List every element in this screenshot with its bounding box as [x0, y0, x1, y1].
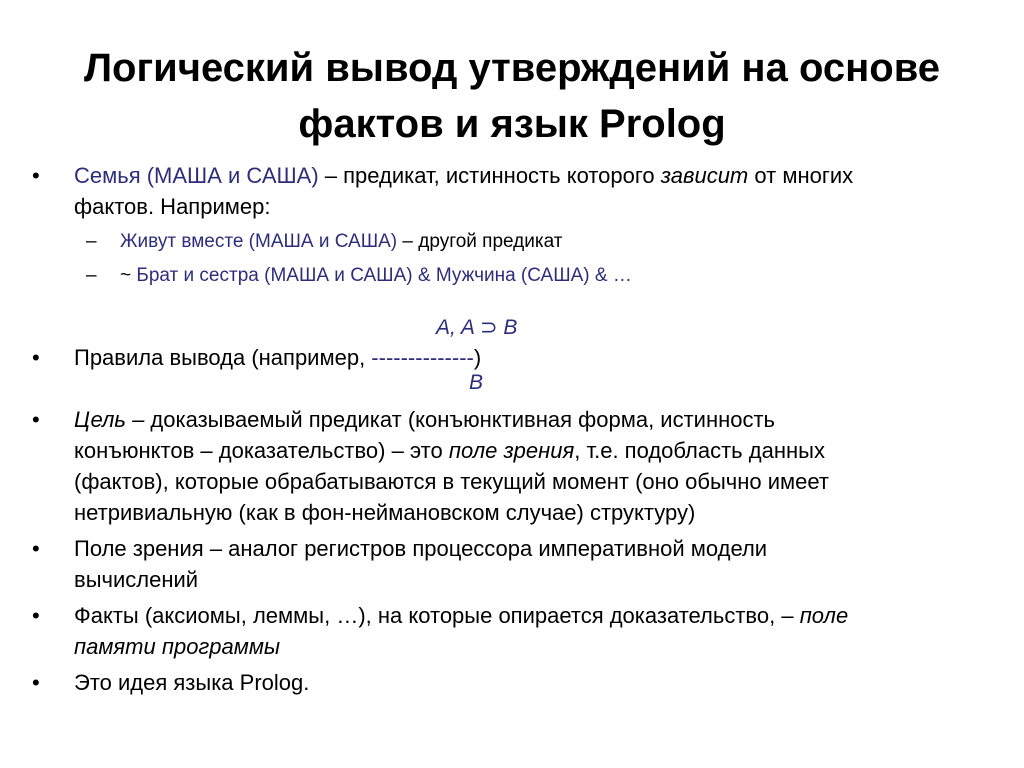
- item-1-line-1: [74, 160, 994, 191]
- field-of-view-term: поле зрения: [448, 438, 575, 463]
- live-together-predicate: Живут вместе (МАША и САША): [120, 231, 398, 252]
- item-2-close: ): [473, 345, 482, 370]
- item-3-line-3: (фактов), которые обрабатываются в текущий момент (оно обычно имеет: [74, 469, 829, 494]
- tilde-symbol: ~: [120, 265, 137, 286]
- item-1-text-a: – предикат, истинность которого: [318, 163, 661, 188]
- slide-title-line-2: фактов и язык Prolog: [298, 102, 726, 146]
- item-3-line-2-b: , т.е. подобласть данных: [574, 438, 825, 463]
- bullet-4: •: [32, 536, 40, 561]
- item-3-line-2: [74, 435, 994, 466]
- item-3-line-1: [74, 404, 994, 435]
- dash-1: –: [86, 231, 97, 252]
- sub-item-2: [120, 262, 1000, 290]
- slide-title: [0, 40, 1024, 152]
- bullet-3: •: [32, 407, 40, 432]
- item-3-line-4: нетривиальную (как в фон-неймановском случае) структуру): [74, 500, 696, 525]
- rule-premise: A, A ⊃ B: [436, 316, 518, 339]
- sub-item-1-text: – другой предикат: [397, 231, 563, 252]
- rule-line: --------------: [371, 345, 474, 370]
- goal-term: Цель: [74, 407, 126, 432]
- bullet-2: •: [32, 345, 40, 370]
- item-2-line: [74, 342, 994, 373]
- sub-item-2-text: Брат и сестра (МАША и САША) & Мужчина (САША) & …: [136, 265, 632, 286]
- bullet-6: •: [32, 670, 40, 695]
- item-5-emphasis-a: поле: [799, 603, 849, 628]
- slide-title-line-1: Логический вывод утверждений на основе: [83, 46, 941, 90]
- item-3-line-2-a: конъюнктов – доказательство) – это: [74, 438, 449, 463]
- item-4-line-1: Поле зрения – аналог регистров процессора императивной модели: [74, 536, 768, 561]
- sub-item-1: [120, 228, 1000, 256]
- item-1-emphasis: зависит: [660, 163, 749, 188]
- item-1-line-2: фактов. Например:: [74, 194, 271, 219]
- rule-conclusion: B: [469, 371, 484, 394]
- item-5-text: Факты (аксиомы, леммы, …), на которые опирается доказательство, –: [74, 603, 800, 628]
- item-2-text: Правила вывода (например,: [74, 345, 372, 370]
- item-6-line: Это идея языка Prolog.: [74, 670, 310, 695]
- item-5-line-2: памяти программы: [74, 634, 281, 659]
- bullet-5: •: [32, 603, 40, 628]
- dash-2: –: [86, 265, 97, 286]
- family-predicate: Семья (МАША и САША): [74, 163, 319, 188]
- item-5-line-1: [74, 600, 994, 631]
- bullet-1: •: [32, 163, 40, 188]
- item-4-line-2: вычислений: [74, 567, 199, 592]
- item-3-line-1-rest: – доказываемый предикат (конъюнктивная форма, истинность: [125, 407, 776, 432]
- item-1-text-b: от многих: [748, 163, 854, 188]
